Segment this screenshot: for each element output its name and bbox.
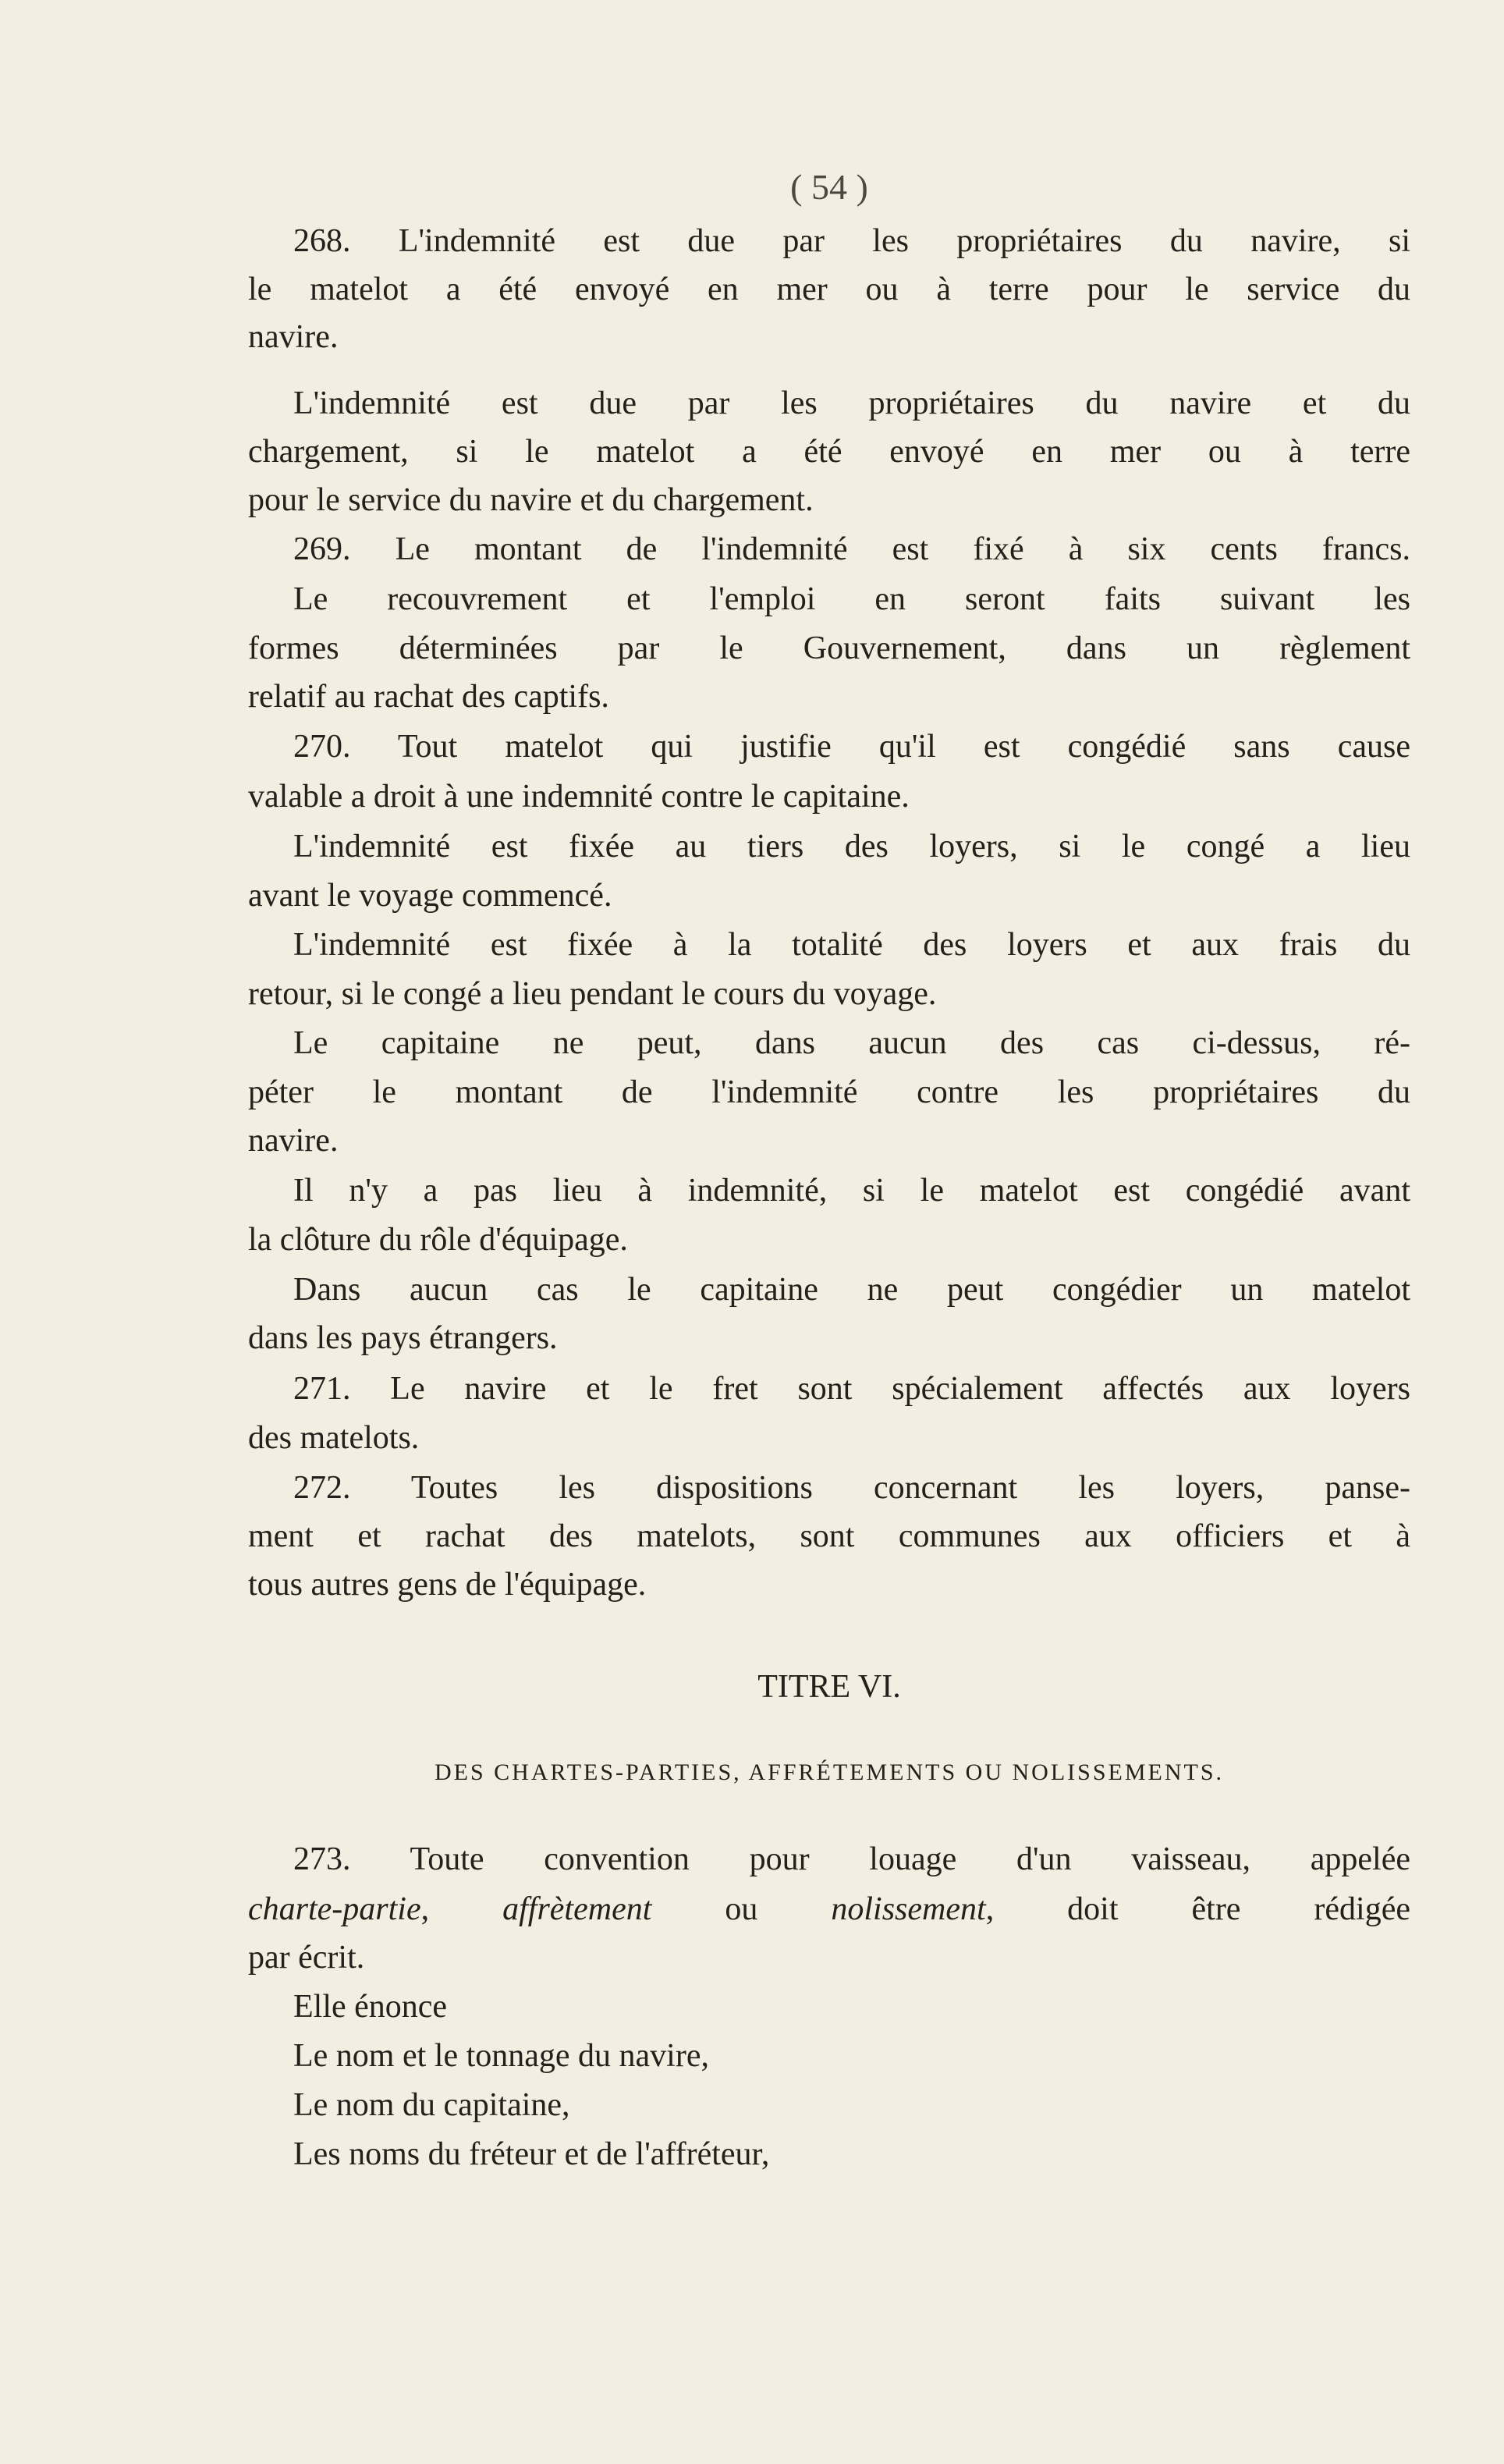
text-line: péter le montant de l'indemnité contre les propriétaires du xyxy=(248,1074,1410,1110)
page-number: ( 54 ) xyxy=(790,167,868,207)
text-line: 272. Toutes les dispositions concernant les loyers, panse- xyxy=(293,1470,1410,1506)
text-line: Le capitaine ne peut, dans aucun des cas ci-dessus, ré- xyxy=(293,1025,1410,1061)
text-line: 270. Tout matelot qui justifie qu'il est congédié sans cause xyxy=(293,729,1410,765)
text-line: Le nom du capitaine, xyxy=(293,2087,570,2123)
text-line: Le nom et le tonnage du navire, xyxy=(293,2038,709,2074)
section-title: TITRE VI. xyxy=(757,1669,901,1705)
text-line: pour le service du navire et du chargement. xyxy=(248,482,814,518)
text-line: dans les pays étrangers. xyxy=(248,1320,558,1356)
term-charte-partie: charte-partie xyxy=(248,1891,421,1927)
separator: ou xyxy=(651,1891,832,1927)
text-line: Il n'y a pas lieu à indemnité, si le matelot est congédié avant xyxy=(293,1173,1410,1209)
text-line: formes déterminées par le Gouvernement, dans un règlement xyxy=(248,630,1410,666)
text-line: L'indemnité est due par les propriétaires du navire et du xyxy=(293,385,1410,421)
term-affretement: affrètement xyxy=(502,1891,652,1927)
text-line: la clôture du rôle d'équipage. xyxy=(248,1222,628,1258)
text-line: chargement, si le matelot a été envoyé en mer ou à terre xyxy=(248,434,1410,470)
text-line: 268. L'indemnité est due par les propriétaires du navire, si xyxy=(293,223,1410,259)
text-line: L'indemnité est fixée au tiers des loyers, si le congé a lieu xyxy=(293,829,1410,865)
text-line: navire. xyxy=(248,1123,339,1159)
text-line: 269. Le montant de l'indemnité est fixé à six cents francs. xyxy=(293,531,1410,567)
text-line: relatif au rachat des captifs. xyxy=(248,679,609,715)
text-line: Les noms du fréteur et de l'affréteur, xyxy=(293,2136,770,2172)
text-line: Elle énonce xyxy=(293,1989,448,2025)
line-ending: , doit être rédigée xyxy=(985,1891,1411,1927)
text-line: L'indemnité est fixée à la totalité des loyers et aux frais du xyxy=(293,927,1410,963)
text-line: 273. Toute convention pour louage d'un vaisseau, appelée xyxy=(293,1841,1410,1877)
text-line: ment et rachat des matelots, sont communes aux officiers et à xyxy=(248,1518,1410,1554)
text-line: le matelot a été envoyé en mer ou à terre pour le service du xyxy=(248,272,1410,307)
text-line: retour, si le congé a lieu pendant le cours du voyage. xyxy=(248,976,937,1012)
text-line: 271. Le navire et le fret sont spécialement affectés aux loyers xyxy=(293,1371,1410,1407)
text-line: navire. xyxy=(248,319,339,355)
text-line: valable a droit à une indemnité contre le capitaine. xyxy=(248,779,910,815)
text-line-italic-terms xyxy=(248,1885,1410,1933)
text-line: par écrit. xyxy=(248,1940,365,1976)
term-nolissement: nolissement xyxy=(831,1891,986,1927)
text-line: Le recouvrement et l'emploi en seront faits suivant les xyxy=(293,581,1410,617)
section-subtitle: DES CHARTES-PARTIES, AFFRÉTEMENTS OU NOLISSEMENTS. xyxy=(434,1759,1225,1785)
text-line: avant le voyage commencé. xyxy=(248,878,612,914)
text-line: des matelots. xyxy=(248,1420,420,1456)
text-line: tous autres gens de l'équipage. xyxy=(248,1567,647,1603)
text-line: Dans aucun cas le capitaine ne peut congédier un matelot xyxy=(293,1272,1410,1308)
separator: , xyxy=(420,1891,503,1927)
